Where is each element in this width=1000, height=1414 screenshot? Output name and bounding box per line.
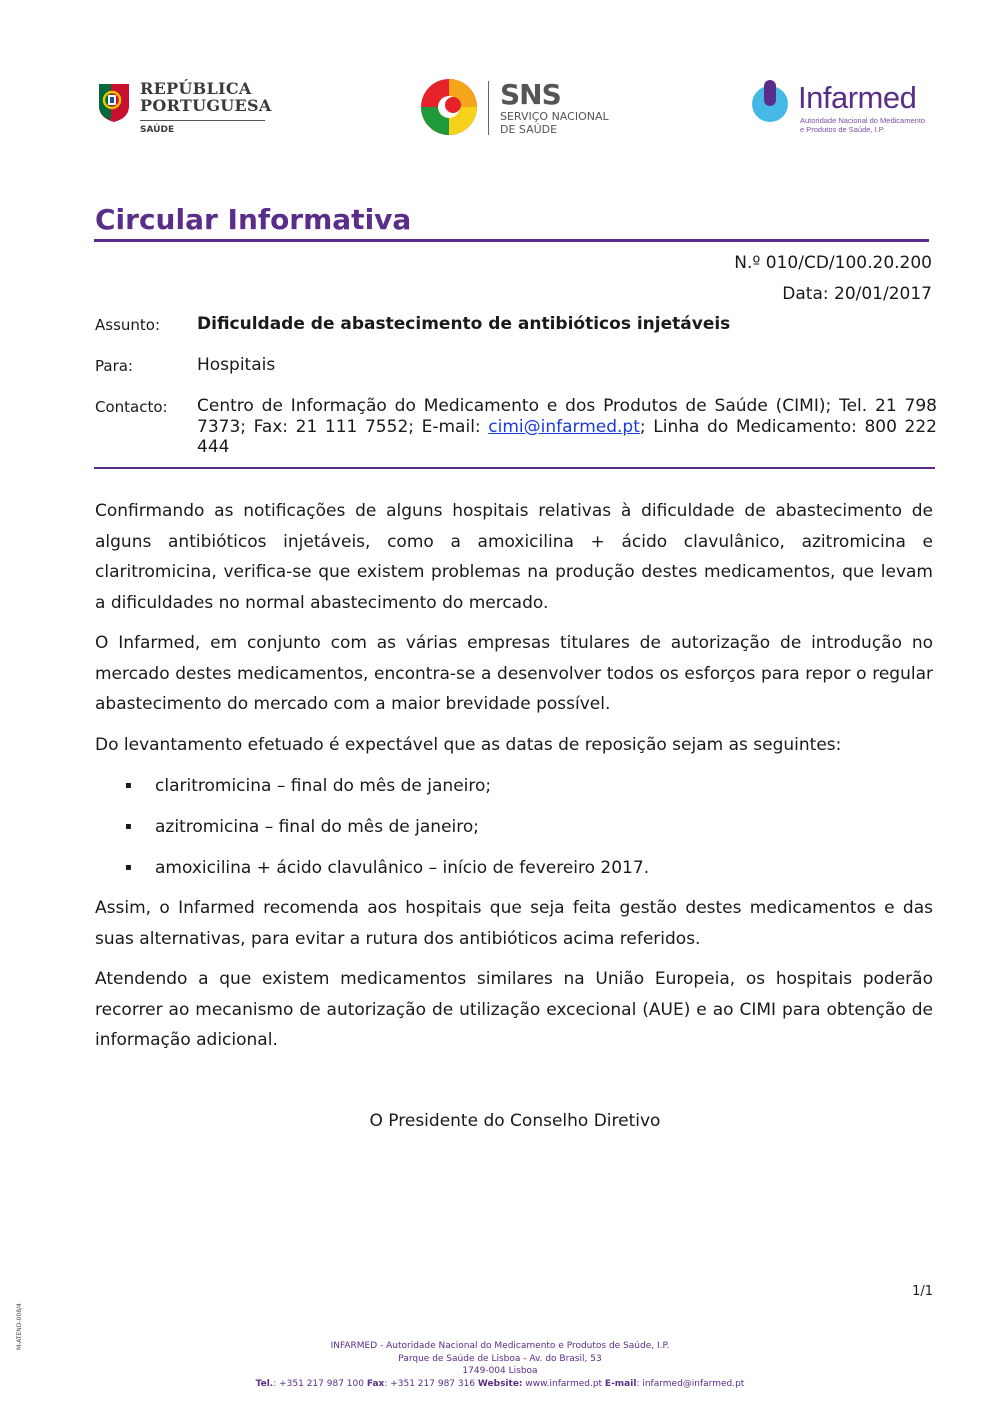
- form-code: M-ATEND-008/4: [16, 1303, 23, 1350]
- list-item: [125, 816, 479, 838]
- list-item-text: azitromicina – final do mês de janeiro;: [155, 817, 479, 837]
- title-divider: [94, 239, 929, 242]
- infarmed-subtitle: [800, 116, 925, 134]
- document-title: Circular Informativa: [95, 203, 412, 236]
- list-item-text: amoxicilina + ácido clavulânico – início de fevereiro 2017.: [155, 858, 650, 878]
- assunto-label: Assunto:: [95, 316, 161, 334]
- contacto-label: Contacto:: [95, 398, 168, 416]
- list-item: [125, 775, 491, 797]
- republica-line1: REPÚBLICA: [140, 79, 252, 98]
- circular-date: Data: 20/01/2017: [782, 284, 932, 304]
- signoff: O Presidente do Conselho Diretivo: [369, 1111, 661, 1131]
- infarmed-name: Infarmed: [798, 80, 917, 115]
- infarmed-drop-icon: [750, 78, 794, 124]
- footer-line2: Parque de Saúde de Lisboa - Av. do Brasil, 53: [398, 1353, 602, 1364]
- sns-circle-icon: [420, 78, 478, 136]
- sns-name: SNS: [500, 78, 561, 111]
- footer-tel-label: Tel.: [255, 1378, 274, 1389]
- contacto-text-pre: Centro de Informação do Medicamento e dos Produtos de Saúde (CIMI); Tel. 21 798 7373; Fax: 21 111 7552; E-mail:: [197, 396, 937, 437]
- republica-portuguesa-logo: [95, 80, 270, 140]
- footer-tel-value: : +351 217 987 100: [273, 1378, 367, 1389]
- assunto-value: Dificuldade de abastecimento de antibióticos injetáveis: [197, 314, 731, 334]
- paragraph-4: Assim, o Infarmed recomenda aos hospitais que seja feita gestão destes medicamentos e das suas alternativas, para evitar a rutura dos antibióticos acima referidos.: [95, 898, 933, 949]
- sns-divider: [488, 81, 489, 135]
- contacto-email-link[interactable]: cimi@infarmed.pt: [488, 416, 640, 437]
- infarmed-logo: [750, 78, 940, 140]
- sns-subtitle: [500, 110, 609, 136]
- contacto-text-post: ; Linha do Medicamento: 800 222 444: [197, 416, 937, 457]
- republica-sub: SAÚDE: [140, 125, 175, 135]
- circular-number: N.º 010/CD/100.20.200: [734, 253, 932, 273]
- bullet-icon: ▪: [125, 821, 132, 832]
- republica-divider: [140, 120, 265, 121]
- paragraph-3: Do levantamento efetuado é expectável que as datas de reposição sejam as seguintes:: [95, 735, 842, 755]
- page-footer: [0, 1340, 1000, 1390]
- paragraph-1: Confirmando as notificações de alguns hospitais relativas à dificuldade de abastecimento de alguns antibióticos injetáveis, como a amoxicilina + ácido clavulânico, azitromicina e claritromicina, verifica-se que existem problemas na produção destes medicamentos, que levam a dificuldades no normal abastecimento do mercado.: [95, 501, 933, 613]
- bullet-icon: ▪: [125, 780, 132, 791]
- sns-logo: [420, 78, 620, 138]
- footer-fax-label: Fax: [366, 1378, 385, 1389]
- infarmed-sub1: Autoridade Nacional do Medicamento: [800, 116, 926, 125]
- infarmed-sub2: e Produtos de Saúde, I.P.: [800, 125, 885, 134]
- paragraph-2: O Infarmed, em conjunto com as várias empresas titulares de autorização de introdução no mercado destes medicamentos, encontra-se a desenvolver todos os esforços para repor o regular abastecimento do mercado com a maior brevidade possível.: [95, 633, 933, 714]
- footer-email-value: : infarmed@infarmed.pt: [636, 1378, 745, 1389]
- para-label: Para:: [95, 357, 133, 375]
- list-item-text: claritromicina – final do mês de janeiro;: [155, 776, 492, 796]
- para-value: Hospitais: [197, 355, 276, 375]
- bullet-icon: ▪: [125, 862, 132, 873]
- sns-sub1: SERVIÇO NACIONAL: [500, 110, 609, 123]
- paragraph-5: Atendendo a que existem medicamentos similares na União Europeia, os hospitais poderão recorrer ao mecanismo de autorização de utilização excecional (AUE) e ao CIMI para obtenção de informação adicional.: [95, 969, 933, 1050]
- footer-web-value: www.infarmed.pt: [522, 1378, 605, 1389]
- page-number: 1/1: [912, 1284, 933, 1299]
- contacto-value: [197, 396, 937, 458]
- list-item: [125, 857, 649, 879]
- footer-fax-value: : +351 217 987 316: [384, 1378, 478, 1389]
- footer-line1: INFARMED - Autoridade Nacional do Medicamento e Produtos de Saúde, I.P.: [330, 1341, 670, 1351]
- footer-contacts: [0, 1378, 1000, 1391]
- footer-email-label: E-mail: [604, 1378, 637, 1389]
- republica-line2: PORTUGUESA: [140, 96, 272, 115]
- portugal-coat-of-arms-icon: [95, 80, 133, 124]
- footer-web-label: Website:: [477, 1378, 523, 1389]
- footer-line3: 1749-004 Lisboa: [462, 1366, 538, 1377]
- sns-sub2: DE SAÚDE: [500, 123, 558, 136]
- header-divider: [94, 467, 935, 469]
